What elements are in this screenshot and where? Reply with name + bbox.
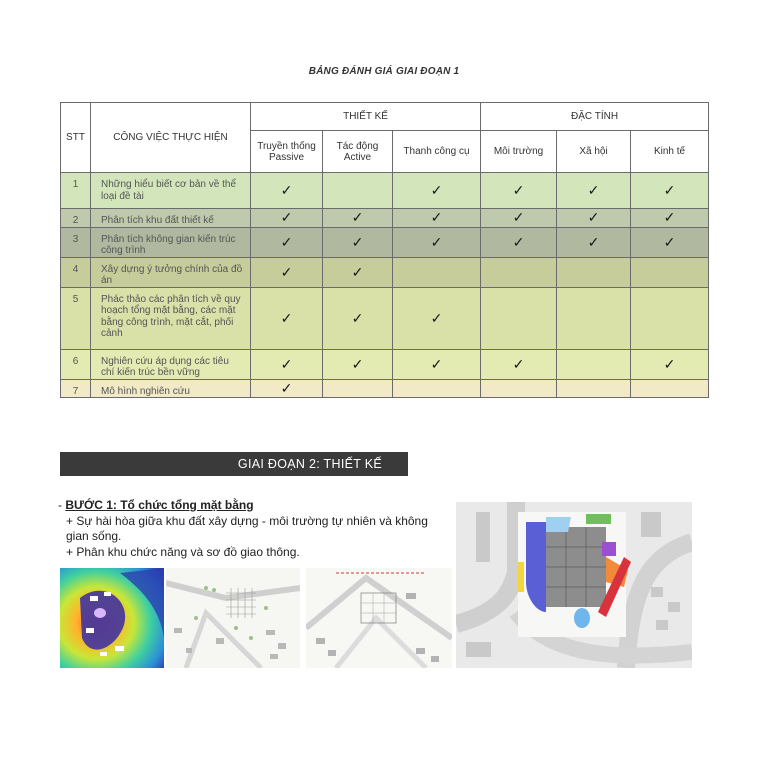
header-traits-group: ĐẶC TÍNH (481, 103, 709, 131)
header-task: CÔNG VIỆC THỰC HIỆN (91, 103, 251, 173)
row-number: 1 (61, 173, 91, 209)
header-passive-line1: Truyền thống (257, 140, 316, 152)
header-design-group: THIẾT KẾ (251, 103, 481, 131)
table-row (61, 349, 709, 379)
empty-cell (557, 379, 631, 398)
section-bar: GIAI ĐOẠN 2: THIẾT KẾ (60, 452, 408, 476)
header-active (323, 131, 393, 173)
check-icon: ✓ (393, 209, 481, 228)
row-task: Nghiên cứu áp dụng các tiêu chí kiến trúc bền vững (91, 349, 251, 379)
row-task: Phân tích khu đất thiết kế (91, 209, 251, 228)
check-icon: ✓ (557, 227, 631, 257)
check-icon: ✓ (323, 227, 393, 257)
check-icon: ✓ (251, 257, 323, 287)
check-icon: ✓ (323, 287, 393, 349)
table-row (61, 379, 709, 398)
check-icon: ✓ (251, 227, 323, 257)
check-icon: ✓ (393, 287, 481, 349)
empty-cell (393, 379, 481, 398)
step-line-1: + Sự hài hòa giữa khu đất xây dựng - môi trường tự nhiên và không gian sống. (66, 513, 428, 543)
check-icon: ✓ (251, 209, 323, 228)
header-social: Xã hội (557, 131, 631, 173)
empty-cell (481, 287, 557, 349)
row-number: 2 (61, 209, 91, 228)
table-row (61, 257, 709, 287)
check-icon: ✓ (251, 379, 323, 398)
table-row (61, 173, 709, 209)
header-tool: Thanh công cụ (393, 131, 481, 173)
check-icon: ✓ (631, 227, 709, 257)
site-sketch-image-1 (166, 568, 300, 668)
empty-cell (631, 257, 709, 287)
header-stt: STT (61, 103, 91, 173)
check-icon: ✓ (323, 257, 393, 287)
check-icon: ✓ (481, 227, 557, 257)
header-passive (251, 131, 323, 173)
empty-cell (323, 173, 393, 209)
check-icon: ✓ (481, 209, 557, 228)
check-icon: ✓ (251, 349, 323, 379)
check-icon: ✓ (251, 287, 323, 349)
row-number: 5 (61, 287, 91, 349)
table-row (61, 209, 709, 228)
empty-cell (557, 349, 631, 379)
step-dash: - (58, 498, 66, 512)
check-icon: ✓ (323, 209, 393, 228)
step-line-2: + Phân khu chức năng và sơ đồ giao thông. (66, 544, 300, 559)
check-icon: ✓ (393, 227, 481, 257)
table-row (61, 227, 709, 257)
empty-cell (481, 257, 557, 287)
step-heading: BƯỚC 1: Tổ chức tổng mặt bằng (65, 498, 254, 512)
row-task: Phân tích không gian kiến trúc công trình (91, 227, 251, 257)
empty-cell (557, 287, 631, 349)
check-icon: ✓ (557, 173, 631, 209)
check-icon: ✓ (557, 209, 631, 228)
empty-cell (631, 287, 709, 349)
header-passive-line2: Passive (268, 151, 304, 163)
check-icon: ✓ (393, 173, 481, 209)
empty-cell (481, 379, 557, 398)
empty-cell (557, 257, 631, 287)
header-active-line1: Tác động (336, 140, 379, 152)
check-icon: ✓ (393, 349, 481, 379)
master-plan-image (456, 502, 692, 668)
check-icon: ✓ (481, 349, 557, 379)
table-title: BẢNG ĐÁNH GIÁ GIAI ĐOẠN 1 (308, 66, 460, 77)
row-task: Mô hình nghiên cứu (91, 379, 251, 398)
row-task: Phác thảo các phân tích về quy hoạch tổng mặt bằng, các mặt bằng công trình, mặt cắt, phối cảnh (91, 287, 251, 349)
header-active-line2: Active (343, 151, 372, 163)
wind-analysis-image (60, 568, 164, 668)
row-number: 4 (61, 257, 91, 287)
row-number: 7 (61, 379, 91, 398)
check-icon: ✓ (631, 209, 709, 228)
row-task: Những hiểu biết cơ bản về thể loại đề tài (91, 173, 251, 209)
header-environment: Môi trường (481, 131, 557, 173)
empty-cell (323, 379, 393, 398)
empty-cell (393, 257, 481, 287)
check-icon: ✓ (631, 173, 709, 209)
step-block (58, 498, 438, 560)
check-icon: ✓ (251, 173, 323, 209)
empty-cell (631, 379, 709, 398)
check-icon: ✓ (631, 349, 709, 379)
evaluation-table (60, 102, 709, 398)
row-number: 6 (61, 349, 91, 379)
check-icon: ✓ (481, 173, 557, 209)
row-number: 3 (61, 227, 91, 257)
table-row (61, 287, 709, 349)
row-task: Xây dựng ý tưởng chính của đồ án (91, 257, 251, 287)
header-economy: Kinh tế (631, 131, 709, 173)
check-icon: ✓ (323, 349, 393, 379)
site-sketch-image-2 (306, 568, 452, 668)
